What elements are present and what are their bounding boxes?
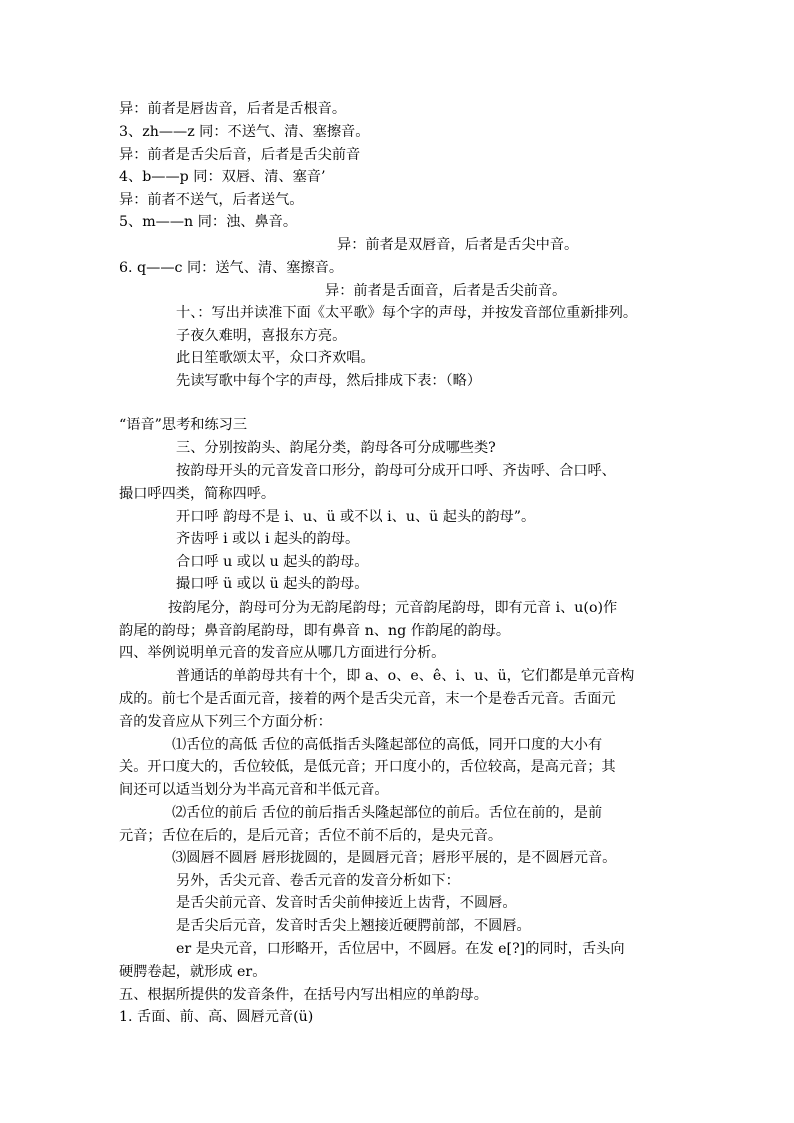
- text-line: 开口呼 韵母不是 i、u、ü 或不以 i、u、ü 起头的韵母”。: [176, 509, 536, 525]
- text-line: 关。开口度大的，舌位较低，是低元音；开口度小的，舌位较高，是高元音；其: [119, 759, 616, 775]
- text-line: 异：前者是双唇音，后者是舌尖中音。: [337, 237, 579, 253]
- text-line: 5、m——n 同：浊、鼻音。: [119, 214, 298, 230]
- text-line: 按韵母开头的元音发音口形分，韵母可分成开口呼、齐齿呼、合口呼、: [176, 463, 616, 479]
- text-line: 普通话的单韵母共有十个，即 a、o、e、ê、i、u、ü，它们都是单元音构: [176, 668, 635, 684]
- text-line: 另外，舌尖元音、卷舌元音的发音分析如下：: [176, 873, 460, 889]
- text-line: 4、b——p 同：双唇、清、塞音’: [119, 169, 326, 185]
- text-line: 异：前者是舌尖后音，后者是舌尖前音: [119, 147, 361, 163]
- text-line: 撮口呼 ü 或以 ü 起头的韵母。: [176, 576, 369, 592]
- text-line: 是舌尖前元音、发音时舌尖前伸接近上齿背，不圆唇。: [176, 895, 517, 911]
- text-line: ⑶圆唇不圆唇 唇形拢圆的，是圆唇元音；唇形平展的，是不圆唇元音。: [172, 850, 617, 866]
- text-line: ⑴舌位的高低 舌位的高低指舌头隆起部位的高低，同开口度的大小有: [172, 737, 603, 753]
- text-line: 合口呼 u 或以 u 起头的韵母。: [176, 554, 369, 570]
- text-line: 三、分别按韵头、韵尾分类，韵母各可分成哪些类?: [176, 440, 496, 456]
- text-line: 硬腭卷起，就形成 er。: [119, 964, 267, 980]
- text-line: 齐齿呼 i 或以 i 起头的韵母。: [176, 531, 360, 547]
- text-line: 异：前者是舌面音，后者是舌尖前音。: [325, 283, 567, 299]
- text-line: 撮口呼四类，简称四呼。: [119, 486, 276, 502]
- text-line: er 是央元音，口形略开，舌位居中，不圆唇。在发 e[?]的同时，舌头向: [176, 941, 625, 957]
- text-line: 十、：写出并读准下面《太平歌》每个字的声母，并按发音部位重新排列。: [176, 305, 638, 321]
- text-line: 异：前者不送气，后者送气。: [119, 192, 304, 208]
- text-line: 是舌尖后元音，发音时舌尖上翘接近硬腭前部，不圆唇。: [176, 918, 531, 934]
- text-line: 3、zh——z 同：不送气、清、塞擦音。: [119, 124, 370, 140]
- text-line: 先读写歌中每个字的声母，然后排成下表：（略）: [176, 373, 482, 389]
- text-line: ⑵舌位的前后 舌位的前后指舌头隆起部位的前后。舌位在前的，是前: [172, 805, 603, 821]
- text-line: 此日笙歌颂太平，众口齐欢唱。: [176, 350, 375, 366]
- text-line: 五、根据所提供的发音条件，在括号内写出相应的单韵母。: [119, 987, 488, 1003]
- text-line: 6. q——c 同：送气、清、塞擦音。: [119, 260, 344, 276]
- text-line: 异：前者是唇齿音，后者是舌根音。: [119, 101, 347, 117]
- text-line: 四、举例说明单元音的发音应从哪几方面进行分析。: [119, 645, 446, 661]
- text-line: 成的。前七个是舌面元音，接着的两个是舌尖元音，末一个是卷舌元音。舌面元: [119, 691, 616, 707]
- section-heading: “语音”思考和练习三: [119, 417, 248, 433]
- text-line: 按韵尾分，韵母可分为无韵尾韵母；元音韵尾韵母，即有元音 i、u(o)作: [168, 600, 618, 616]
- text-line: 间还可以适当划分为半高元音和半低元音。: [119, 782, 389, 798]
- text-line: 元音；舌位在后的，是后元音；舌位不前不后的，是央元音。: [119, 828, 503, 844]
- text-line: 子夜久难明，喜报东方亮。: [176, 328, 347, 344]
- text-line: 1. 舌面、前、高、圆唇元音(ü): [119, 1009, 314, 1025]
- text-line: 韵尾的韵母；鼻音韵尾韵母，即有鼻音 n、ng 作韵尾的韵母。: [119, 623, 511, 639]
- text-line: 音的发音应从下列三个方面分析：: [119, 714, 332, 730]
